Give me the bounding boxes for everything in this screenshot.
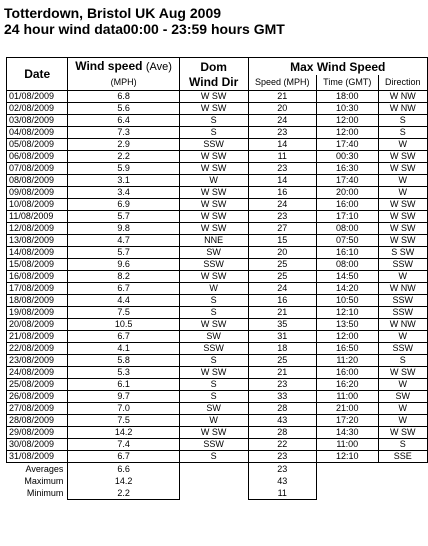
cell-max-speed: 24	[248, 115, 316, 127]
cell-wind-speed: 5.7	[68, 211, 179, 223]
summary-row	[7, 475, 428, 487]
cell-dom-dir: SW	[179, 247, 248, 259]
cell-date: 12/08/2009	[7, 223, 68, 235]
cell-max-dir: SSW	[378, 343, 427, 355]
table-row	[7, 379, 428, 391]
cell-date: 18/08/2009	[7, 295, 68, 307]
cell-max-time: 12:10	[317, 451, 379, 463]
summary-spacer	[179, 487, 248, 500]
cell-wind-speed: 5.6	[68, 103, 179, 115]
cell-max-speed: 14	[248, 175, 316, 187]
cell-max-dir: S	[378, 439, 427, 451]
summary-speed: 2.2	[68, 487, 179, 500]
table-row	[7, 235, 428, 247]
summary-max-speed: 11	[248, 487, 316, 500]
table-row	[7, 139, 428, 151]
cell-wind-speed: 4.7	[68, 235, 179, 247]
cell-dom-dir: W SW	[179, 151, 248, 163]
header-wind-speed-label: Wind speed	[75, 59, 143, 73]
cell-date: 04/08/2009	[7, 127, 68, 139]
summary-body	[7, 463, 428, 500]
cell-date: 19/08/2009	[7, 307, 68, 319]
header-wind-speed-unit: (MPH)	[68, 75, 179, 91]
cell-max-dir: W NW	[378, 283, 427, 295]
cell-max-time: 12:00	[317, 331, 379, 343]
cell-date: 11/08/2009	[7, 211, 68, 223]
cell-max-time: 00:30	[317, 151, 379, 163]
cell-date: 22/08/2009	[7, 343, 68, 355]
cell-max-dir: W SW	[378, 199, 427, 211]
summary-row	[7, 463, 428, 476]
cell-max-time: 11:00	[317, 391, 379, 403]
cell-max-time: 12:10	[317, 307, 379, 319]
cell-dom-dir: S	[179, 307, 248, 319]
summary-spacer	[179, 475, 248, 487]
cell-max-speed: 23	[248, 163, 316, 175]
cell-max-dir: W	[378, 271, 427, 283]
cell-date: 24/08/2009	[7, 367, 68, 379]
cell-wind-speed: 8.2	[68, 271, 179, 283]
summary-speed: 6.6	[68, 463, 179, 476]
cell-max-time: 16:30	[317, 163, 379, 175]
header-dom-bottom: Wind Dir	[179, 75, 248, 91]
cell-max-speed: 23	[248, 379, 316, 391]
cell-max-speed: 20	[248, 103, 316, 115]
cell-max-dir: W SW	[378, 427, 427, 439]
cell-max-time: 14:20	[317, 283, 379, 295]
header-max-wind-speed: Max Wind Speed	[248, 58, 427, 76]
cell-max-dir: SSE	[378, 451, 427, 463]
cell-dom-dir: W	[179, 283, 248, 295]
summary-max-speed: 43	[248, 475, 316, 487]
cell-date: 20/08/2009	[7, 319, 68, 331]
cell-max-speed: 14	[248, 139, 316, 151]
table-row	[7, 331, 428, 343]
table-row	[7, 103, 428, 115]
cell-dom-dir: W SW	[179, 103, 248, 115]
cell-dom-dir: NNE	[179, 235, 248, 247]
summary-label: Averages	[25, 464, 64, 474]
table-row	[7, 355, 428, 367]
table-row	[7, 211, 428, 223]
cell-max-time: 17:10	[317, 211, 379, 223]
table-row	[7, 415, 428, 427]
cell-max-dir: W NW	[378, 103, 427, 115]
cell-max-time: 16:20	[317, 379, 379, 391]
cell-date: 13/08/2009	[7, 235, 68, 247]
cell-max-dir: W SW	[378, 235, 427, 247]
cell-max-dir: W	[378, 175, 427, 187]
cell-wind-speed: 7.5	[68, 307, 179, 319]
cell-max-time: 12:00	[317, 115, 379, 127]
cell-date: 27/08/2009	[7, 403, 68, 415]
cell-max-speed: 25	[248, 259, 316, 271]
summary-spacer	[317, 463, 379, 476]
cell-max-time: 08:00	[317, 223, 379, 235]
cell-wind-speed: 6.1	[68, 379, 179, 391]
table-row	[7, 223, 428, 235]
cell-max-speed: 11	[248, 151, 316, 163]
cell-max-speed: 21	[248, 367, 316, 379]
cell-max-dir: W	[378, 403, 427, 415]
cell-max-time: 16:00	[317, 199, 379, 211]
cell-max-speed: 33	[248, 391, 316, 403]
cell-max-time: 13:50	[317, 319, 379, 331]
cell-max-dir: S	[378, 115, 427, 127]
cell-dom-dir: SSW	[179, 343, 248, 355]
summary-spacer	[378, 475, 427, 487]
cell-max-dir: SSW	[378, 295, 427, 307]
cell-max-dir: W	[378, 187, 427, 199]
cell-max-speed: 27	[248, 223, 316, 235]
cell-max-time: 16:50	[317, 343, 379, 355]
cell-wind-speed: 6.7	[68, 283, 179, 295]
cell-date: 03/08/2009	[7, 115, 68, 127]
table-row	[7, 199, 428, 211]
cell-dom-dir: SSW	[179, 139, 248, 151]
cell-max-speed: 18	[248, 343, 316, 355]
cell-wind-speed: 3.1	[68, 175, 179, 187]
cell-max-dir: W SW	[378, 367, 427, 379]
cell-max-dir: W SW	[378, 163, 427, 175]
cell-max-time: 17:20	[317, 415, 379, 427]
cell-max-speed: 15	[248, 235, 316, 247]
cell-wind-speed: 9.8	[68, 223, 179, 235]
cell-dom-dir: W SW	[179, 271, 248, 283]
summary-max-speed: 23	[248, 463, 316, 476]
cell-max-speed: 20	[248, 247, 316, 259]
cell-max-speed: 21	[248, 91, 316, 103]
cell-dom-dir: W	[179, 415, 248, 427]
table-row	[7, 283, 428, 295]
cell-max-time: 16:00	[317, 367, 379, 379]
table-row	[7, 295, 428, 307]
header-max-speed: Speed (MPH)	[248, 75, 316, 91]
summary-label: Minimum	[26, 488, 64, 499]
cell-max-dir: W	[378, 331, 427, 343]
cell-max-time: 07:50	[317, 235, 379, 247]
cell-date: 29/08/2009	[7, 427, 68, 439]
cell-max-speed: 43	[248, 415, 316, 427]
cell-max-speed: 24	[248, 283, 316, 295]
cell-dom-dir: SSW	[179, 259, 248, 271]
cell-max-time: 21:00	[317, 403, 379, 415]
cell-date: 15/08/2009	[7, 259, 68, 271]
header-max-direction: Direction	[378, 75, 427, 91]
cell-date: 31/08/2009	[7, 451, 68, 463]
cell-max-speed: 16	[248, 187, 316, 199]
cell-dom-dir: S	[179, 115, 248, 127]
cell-date: 02/08/2009	[7, 103, 68, 115]
cell-wind-speed: 9.7	[68, 391, 179, 403]
cell-max-speed: 31	[248, 331, 316, 343]
cell-dom-dir: W SW	[179, 319, 248, 331]
cell-max-speed: 24	[248, 199, 316, 211]
table-row	[7, 163, 428, 175]
cell-date: 07/08/2009	[7, 163, 68, 175]
table-row	[7, 439, 428, 451]
table-row	[7, 175, 428, 187]
cell-max-speed: 35	[248, 319, 316, 331]
cell-max-time: 10:50	[317, 295, 379, 307]
cell-date: 16/08/2009	[7, 271, 68, 283]
cell-date: 06/08/2009	[7, 151, 68, 163]
cell-wind-speed: 6.9	[68, 199, 179, 211]
cell-max-dir: SSW	[378, 307, 427, 319]
cell-max-dir: W	[378, 379, 427, 391]
table-row	[7, 343, 428, 355]
table-row	[7, 247, 428, 259]
header-dom-top: Dom	[179, 58, 248, 76]
cell-max-time: 17:40	[317, 175, 379, 187]
cell-max-speed: 28	[248, 427, 316, 439]
cell-max-speed: 28	[248, 403, 316, 415]
cell-date: 25/08/2009	[7, 379, 68, 391]
cell-max-time: 08:00	[317, 259, 379, 271]
cell-date: 17/08/2009	[7, 283, 68, 295]
cell-dom-dir: W	[179, 175, 248, 187]
cell-dom-dir: W SW	[179, 91, 248, 103]
cell-wind-speed: 7.0	[68, 403, 179, 415]
cell-wind-speed: 7.3	[68, 127, 179, 139]
cell-max-time: 20:00	[317, 187, 379, 199]
cell-max-dir: S	[378, 355, 427, 367]
table-row	[7, 367, 428, 379]
cell-wind-speed: 3.4	[68, 187, 179, 199]
cell-wind-speed: 9.6	[68, 259, 179, 271]
summary-label: Maximum	[24, 476, 64, 486]
header-max-time: Time (GMT)	[317, 75, 379, 91]
cell-max-dir: W SW	[378, 223, 427, 235]
cell-wind-speed: 7.5	[68, 415, 179, 427]
cell-wind-speed: 5.8	[68, 355, 179, 367]
summary-speed: 14.2	[68, 475, 179, 487]
cell-max-dir: W	[378, 415, 427, 427]
cell-date: 21/08/2009	[7, 331, 68, 343]
table-row	[7, 427, 428, 439]
cell-max-dir: W SW	[378, 151, 427, 163]
wind-data-table	[6, 57, 428, 500]
cell-dom-dir: S	[179, 127, 248, 139]
cell-max-dir: S SW	[378, 247, 427, 259]
table-row	[7, 451, 428, 463]
summary-spacer	[317, 475, 379, 487]
cell-max-time: 11:00	[317, 439, 379, 451]
table-row	[7, 259, 428, 271]
cell-max-dir: W NW	[378, 91, 427, 103]
cell-max-speed: 16	[248, 295, 316, 307]
cell-date: 09/08/2009	[7, 187, 68, 199]
cell-wind-speed: 4.4	[68, 295, 179, 307]
cell-dom-dir: W SW	[179, 367, 248, 379]
cell-max-time: 17:40	[317, 139, 379, 151]
cell-dom-dir: W SW	[179, 163, 248, 175]
cell-max-speed: 23	[248, 211, 316, 223]
cell-wind-speed: 5.9	[68, 163, 179, 175]
cell-date: 23/08/2009	[7, 355, 68, 367]
cell-date: 10/08/2009	[7, 199, 68, 211]
cell-date: 08/08/2009	[7, 175, 68, 187]
cell-wind-speed: 6.7	[68, 331, 179, 343]
cell-date: 14/08/2009	[7, 247, 68, 259]
cell-dom-dir: S	[179, 391, 248, 403]
cell-date: 28/08/2009	[7, 415, 68, 427]
cell-dom-dir: S	[179, 355, 248, 367]
cell-date: 01/08/2009	[7, 91, 68, 103]
header-date: Date	[7, 58, 68, 91]
summary-row	[7, 487, 428, 500]
cell-dom-dir: SSW	[179, 439, 248, 451]
table-row	[7, 151, 428, 163]
table-row	[7, 187, 428, 199]
cell-wind-speed: 2.9	[68, 139, 179, 151]
table-body	[7, 91, 428, 463]
summary-spacer	[378, 487, 427, 500]
table-row	[7, 91, 428, 103]
table-row	[7, 307, 428, 319]
summary-spacer	[317, 487, 379, 500]
cell-wind-speed: 2.2	[68, 151, 179, 163]
cell-dom-dir: SW	[179, 403, 248, 415]
table-row	[7, 319, 428, 331]
cell-max-time: 12:00	[317, 127, 379, 139]
cell-wind-speed: 6.8	[68, 91, 179, 103]
cell-date: 05/08/2009	[7, 139, 68, 151]
cell-max-speed: 22	[248, 439, 316, 451]
cell-max-speed: 23	[248, 451, 316, 463]
cell-dom-dir: W SW	[179, 223, 248, 235]
cell-dom-dir: W SW	[179, 427, 248, 439]
cell-dom-dir: S	[179, 451, 248, 463]
page-title: Totterdown, Bristol UK Aug 2009	[4, 5, 222, 21]
cell-date: 26/08/2009	[7, 391, 68, 403]
cell-max-time: 16:10	[317, 247, 379, 259]
cell-wind-speed: 6.4	[68, 115, 179, 127]
header-wind-speed	[68, 58, 179, 76]
cell-wind-speed: 14.2	[68, 427, 179, 439]
cell-max-dir: W	[378, 139, 427, 151]
cell-max-speed: 21	[248, 307, 316, 319]
cell-dom-dir: W SW	[179, 187, 248, 199]
cell-max-time: 10:30	[317, 103, 379, 115]
cell-max-time: 18:00	[317, 91, 379, 103]
cell-dom-dir: W SW	[179, 211, 248, 223]
summary-spacer	[378, 463, 427, 476]
cell-dom-dir: W SW	[179, 199, 248, 211]
cell-max-dir: S	[378, 127, 427, 139]
cell-max-speed: 25	[248, 271, 316, 283]
cell-wind-speed: 5.3	[68, 367, 179, 379]
cell-wind-speed: 7.4	[68, 439, 179, 451]
header-wind-speed-suffix: (Ave)	[145, 61, 172, 73]
cell-dom-dir: S	[179, 379, 248, 391]
cell-wind-speed: 6.7	[68, 451, 179, 463]
cell-dom-dir: SW	[179, 331, 248, 343]
cell-wind-speed: 4.1	[68, 343, 179, 355]
cell-max-time: 11:20	[317, 355, 379, 367]
cell-date: 30/08/2009	[7, 439, 68, 451]
cell-max-dir: SSW	[378, 259, 427, 271]
cell-wind-speed: 10.5	[68, 319, 179, 331]
table-row	[7, 271, 428, 283]
table-row	[7, 403, 428, 415]
cell-max-dir: W SW	[378, 211, 427, 223]
page-subtitle: 24 hour wind data00:00 - 23:59 hours GMT	[4, 21, 285, 37]
cell-wind-speed: 5.7	[68, 247, 179, 259]
cell-max-speed: 25	[248, 355, 316, 367]
table-row	[7, 127, 428, 139]
cell-max-time: 14:50	[317, 271, 379, 283]
cell-max-dir: SW	[378, 391, 427, 403]
summary-spacer	[179, 463, 248, 476]
table-row	[7, 391, 428, 403]
cell-max-dir: W NW	[378, 319, 427, 331]
cell-dom-dir: S	[179, 295, 248, 307]
cell-max-time: 14:30	[317, 427, 379, 439]
cell-max-speed: 23	[248, 127, 316, 139]
table-row	[7, 115, 428, 127]
